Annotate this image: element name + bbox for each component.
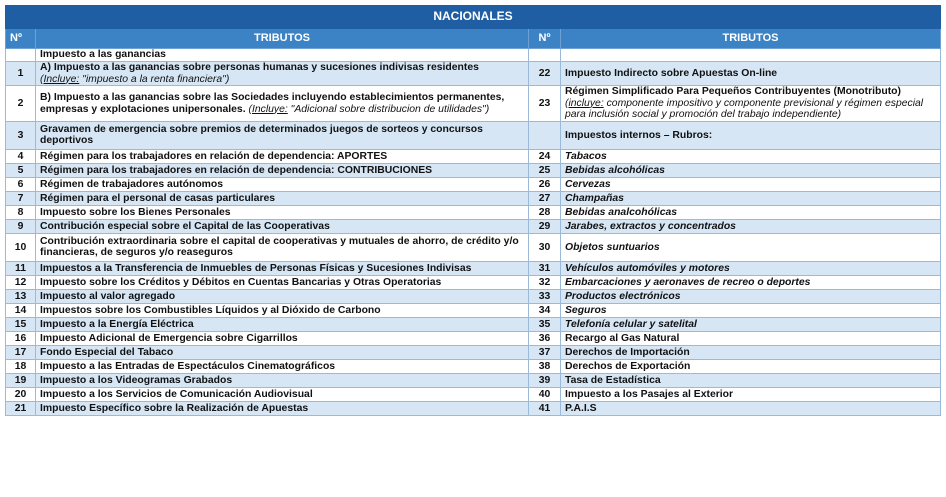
row-number-left: 18 — [6, 359, 36, 373]
table-row — [6, 359, 941, 373]
row-number-right: 31 — [529, 261, 561, 275]
tributo-left-note-prefix: Incluye: — [43, 73, 80, 85]
tributo-right — [561, 86, 941, 122]
row-number-right: 24 — [529, 149, 561, 163]
table-title: NACIONALES — [6, 6, 941, 29]
row-number-right: 30 — [529, 233, 561, 261]
tributo-left-note: (Incluye: "impuesto a la renta financiera") — [40, 73, 230, 85]
tributo-left — [36, 149, 529, 163]
tributo-right — [561, 233, 941, 261]
tributo-right-text: Champañas — [565, 192, 624, 204]
tributo-left-text: A) Impuesto a las ganancias sobre personas humanas y sucesiones indivisas residentes — [40, 62, 479, 73]
tributo-left — [36, 233, 529, 261]
tributo-left-text: Fondo Especial del Tabaco — [40, 346, 174, 358]
row-number-left: 20 — [6, 387, 36, 401]
table-row — [6, 303, 941, 317]
tributo-right — [561, 163, 941, 177]
row-number-right: 40 — [529, 387, 561, 401]
tributo-left — [36, 303, 529, 317]
tributo-left — [36, 359, 529, 373]
tributo-right-text: Impuesto a los Pasajes al Exterior — [565, 388, 734, 400]
row-number-left: 10 — [6, 233, 36, 261]
tributo-left — [36, 261, 529, 275]
row-number-left: 12 — [6, 275, 36, 289]
tributo-right — [561, 261, 941, 275]
tributo-right — [561, 317, 941, 331]
tributo-right-note: (incluye: componente impositivo y componente previsional y régimen especial para inclusión social y promoción del trabajo independiente) — [565, 97, 924, 121]
row-number-right: 25 — [529, 163, 561, 177]
tributo-right — [561, 275, 941, 289]
tributo-left-text: Impuesto a las ganancias — [40, 49, 166, 61]
tributo-right-text: Productos electrónicos — [565, 290, 681, 302]
tributo-left — [36, 289, 529, 303]
tributo-left-text: Contribución especial sobre el Capital de las Cooperativas — [40, 220, 330, 232]
row-number-right: 32 — [529, 275, 561, 289]
table-row — [6, 317, 941, 331]
row-number-left: 7 — [6, 191, 36, 205]
row-number-left: 19 — [6, 373, 36, 387]
tributo-right-text: Vehículos automóviles y motores — [565, 262, 730, 274]
table-row — [6, 177, 941, 191]
table-row — [6, 345, 941, 359]
tributo-left-text: Impuesto a las Entradas de Espectáculos Cinematográficos — [40, 360, 336, 372]
tributo-right-text: Régimen Simplificado Para Pequeños Contribuyentes (Monotributo) — [565, 86, 901, 98]
tributo-right — [561, 177, 941, 191]
tributo-left — [36, 373, 529, 387]
row-number-left: 14 — [6, 303, 36, 317]
tributo-right — [561, 331, 941, 345]
row-number-left: 15 — [6, 317, 36, 331]
header-num-left: Nº — [6, 29, 36, 49]
table-row — [6, 62, 941, 86]
tributo-left — [36, 387, 529, 401]
tributo-right-text: P.A.I.S — [565, 402, 597, 414]
table-row — [6, 233, 941, 261]
tributos-table-container — [5, 5, 940, 416]
tributo-right-text: Recargo al Gas Natural — [565, 332, 680, 344]
tributo-left — [36, 205, 529, 219]
table-row — [6, 219, 941, 233]
tributo-right — [561, 373, 941, 387]
row-number-right: 33 — [529, 289, 561, 303]
tributo-right — [561, 387, 941, 401]
table-row — [6, 205, 941, 219]
table-row — [6, 191, 941, 205]
tributo-left-text: Impuesto Adicional de Emergencia sobre Cigarrillos — [40, 332, 298, 344]
tributo-left — [36, 62, 529, 86]
tributo-left — [36, 401, 529, 415]
table-row — [6, 387, 941, 401]
row-number-left: 1 — [6, 62, 36, 86]
tributo-right — [561, 205, 941, 219]
tributo-left — [36, 163, 529, 177]
tributo-left — [36, 275, 529, 289]
table-row — [6, 261, 941, 275]
row-number-right: 27 — [529, 191, 561, 205]
row-number-left: 21 — [6, 401, 36, 415]
row-number-left: 11 — [6, 261, 36, 275]
row-number-left: 4 — [6, 149, 36, 163]
table-row — [6, 149, 941, 163]
table-row — [6, 289, 941, 303]
tributo-right — [561, 359, 941, 373]
tributo-left-text: Régimen de trabajadores autónomos — [40, 178, 224, 190]
row-number-left: 16 — [6, 331, 36, 345]
table-row — [6, 401, 941, 415]
tributo-right-text: Impuestos internos – Rubros: — [565, 129, 713, 141]
tributo-left-note-text: "Adicional sobre distribucion de utilidades") — [287, 103, 490, 115]
row-number-left: 17 — [6, 345, 36, 359]
table-row — [6, 86, 941, 122]
tributo-left-text: Impuesto a los Servicios de Comunicación Audiovisual — [40, 388, 313, 400]
tributo-right — [561, 191, 941, 205]
tributo-left-text: Impuesto Específico sobre la Realización de Apuestas — [40, 402, 309, 414]
tributo-right — [561, 219, 941, 233]
tributos-table — [5, 5, 941, 416]
tributo-right-text: Impuesto Indirecto sobre Apuestas On-line — [565, 67, 778, 79]
tributo-left-text: Contribución extraordinaria sobre el capital de cooperativas y mutuales de ahorro, de crédito y/o financieras, de seguros y/o reaseguros — [40, 235, 519, 259]
row-number-right: 28 — [529, 205, 561, 219]
header-num-right: Nº — [529, 29, 561, 49]
row-number-left: 6 — [6, 177, 36, 191]
tributo-left — [36, 331, 529, 345]
tributo-right-text: Objetos suntuarios — [565, 241, 660, 253]
row-number-right: 36 — [529, 331, 561, 345]
tributo-left-text: Régimen para el personal de casas particulares — [40, 192, 276, 204]
row-number-left: 5 — [6, 163, 36, 177]
tributo-right-text: Jarabes, extractos y concentrados — [565, 220, 736, 232]
table-row — [6, 331, 941, 345]
tributo-left-text: Impuesto sobre los Bienes Personales — [40, 206, 231, 218]
tributo-right-text: Cervezas — [565, 178, 611, 190]
row-number-right: 37 — [529, 345, 561, 359]
tributo-right — [561, 149, 941, 163]
row-number-right: 26 — [529, 177, 561, 191]
tributo-left-text: Impuesto a los Videogramas Grabados — [40, 374, 233, 386]
table-row — [6, 121, 941, 149]
tributo-right — [561, 289, 941, 303]
tributo-right-text: Bebidas analcohólicas — [565, 206, 678, 218]
tributo-left — [36, 317, 529, 331]
row-number-right: 29 — [529, 219, 561, 233]
table-row — [6, 275, 941, 289]
tributo-left — [36, 191, 529, 205]
tributo-right — [561, 49, 941, 62]
row-number-right: 38 — [529, 359, 561, 373]
row-number-left: 13 — [6, 289, 36, 303]
row-number-right: 22 — [529, 62, 561, 86]
row-number-left: 3 — [6, 121, 36, 149]
tributo-left — [36, 121, 529, 149]
tributo-right-note-prefix: incluye: — [568, 97, 604, 109]
row-number-right: 35 — [529, 317, 561, 331]
table-body — [6, 49, 941, 416]
tributo-left-text: Régimen para los trabajadores en relación de dependencia: CONTRIBUCIONES — [40, 164, 433, 176]
tributo-right — [561, 62, 941, 86]
tributo-right-text: Tasa de Estadística — [565, 374, 661, 386]
tributo-left-text: Régimen para los trabajadores en relación de dependencia: APORTES — [40, 150, 388, 162]
row-number-left — [6, 49, 36, 62]
tributo-right — [561, 345, 941, 359]
tributo-left-text: Impuesto sobre los Créditos y Débitos en Cuentas Bancarias y Otras Operatorias — [40, 276, 442, 288]
tributo-left — [36, 345, 529, 359]
table-row — [6, 49, 941, 62]
tributo-left — [36, 49, 529, 62]
header-tributos-left: TRIBUTOS — [36, 29, 529, 49]
tributo-right-text: Derechos de Importación — [565, 346, 690, 358]
row-number-right: 41 — [529, 401, 561, 415]
tributo-left — [36, 86, 529, 122]
tributo-right-text: Embarcaciones y aeronaves de recreo o deportes — [565, 276, 811, 288]
tributo-right — [561, 121, 941, 149]
tributo-left-text: B) Impuesto a las ganancias sobre las Sociedades incluyendo establecimientos permanentes, empresas y explotaciones unipersonales. — [40, 91, 505, 115]
row-number-right: 34 — [529, 303, 561, 317]
tributo-right-text: Bebidas alcohólicas — [565, 164, 665, 176]
row-number-left: 2 — [6, 86, 36, 122]
tributo-right — [561, 303, 941, 317]
tributo-right-text: Telefonía celular y satelital — [565, 318, 697, 330]
tributo-right-note-text: componente impositivo y componente previsional y régimen especial para inclusión social y promoción del trabajo independiente) — [565, 97, 924, 121]
tributo-left-note: (Incluye: "Adicional sobre distribucion de utilidades") — [248, 103, 490, 115]
row-number-right — [529, 49, 561, 62]
row-number-left: 8 — [6, 205, 36, 219]
tributo-left-note-prefix: Incluye: — [251, 103, 288, 115]
table-row — [6, 163, 941, 177]
tributo-left-text: Impuestos a la Transferencia de Inmuebles de Personas Físicas y Sucesiones Indivisas — [40, 262, 472, 274]
tributo-right — [561, 401, 941, 415]
row-number-left: 9 — [6, 219, 36, 233]
tributo-left-text: Gravamen de emergencia sobre premios de determinados juegos de sorteos y concursos deportivos — [40, 123, 483, 147]
header-tributos-right: TRIBUTOS — [561, 29, 941, 49]
tributo-right-text: Seguros — [565, 304, 607, 316]
tributo-left-text: Impuesto al valor agregado — [40, 290, 176, 302]
row-number-right: 23 — [529, 86, 561, 122]
tributo-right-text: Derechos de Exportación — [565, 360, 691, 372]
tributo-left — [36, 177, 529, 191]
table-row — [6, 373, 941, 387]
row-number-right: 39 — [529, 373, 561, 387]
row-number-right — [529, 121, 561, 149]
tributo-left — [36, 219, 529, 233]
tributo-right-text: Tabacos — [565, 150, 607, 162]
tributo-left-text: Impuestos sobre los Combustibles Líquidos y al Dióxido de Carbono — [40, 304, 381, 316]
tributo-left-note-text: "impuesto a la renta financiera") — [79, 73, 230, 85]
tributo-left-text: Impuesto a la Energía Eléctrica — [40, 318, 194, 330]
